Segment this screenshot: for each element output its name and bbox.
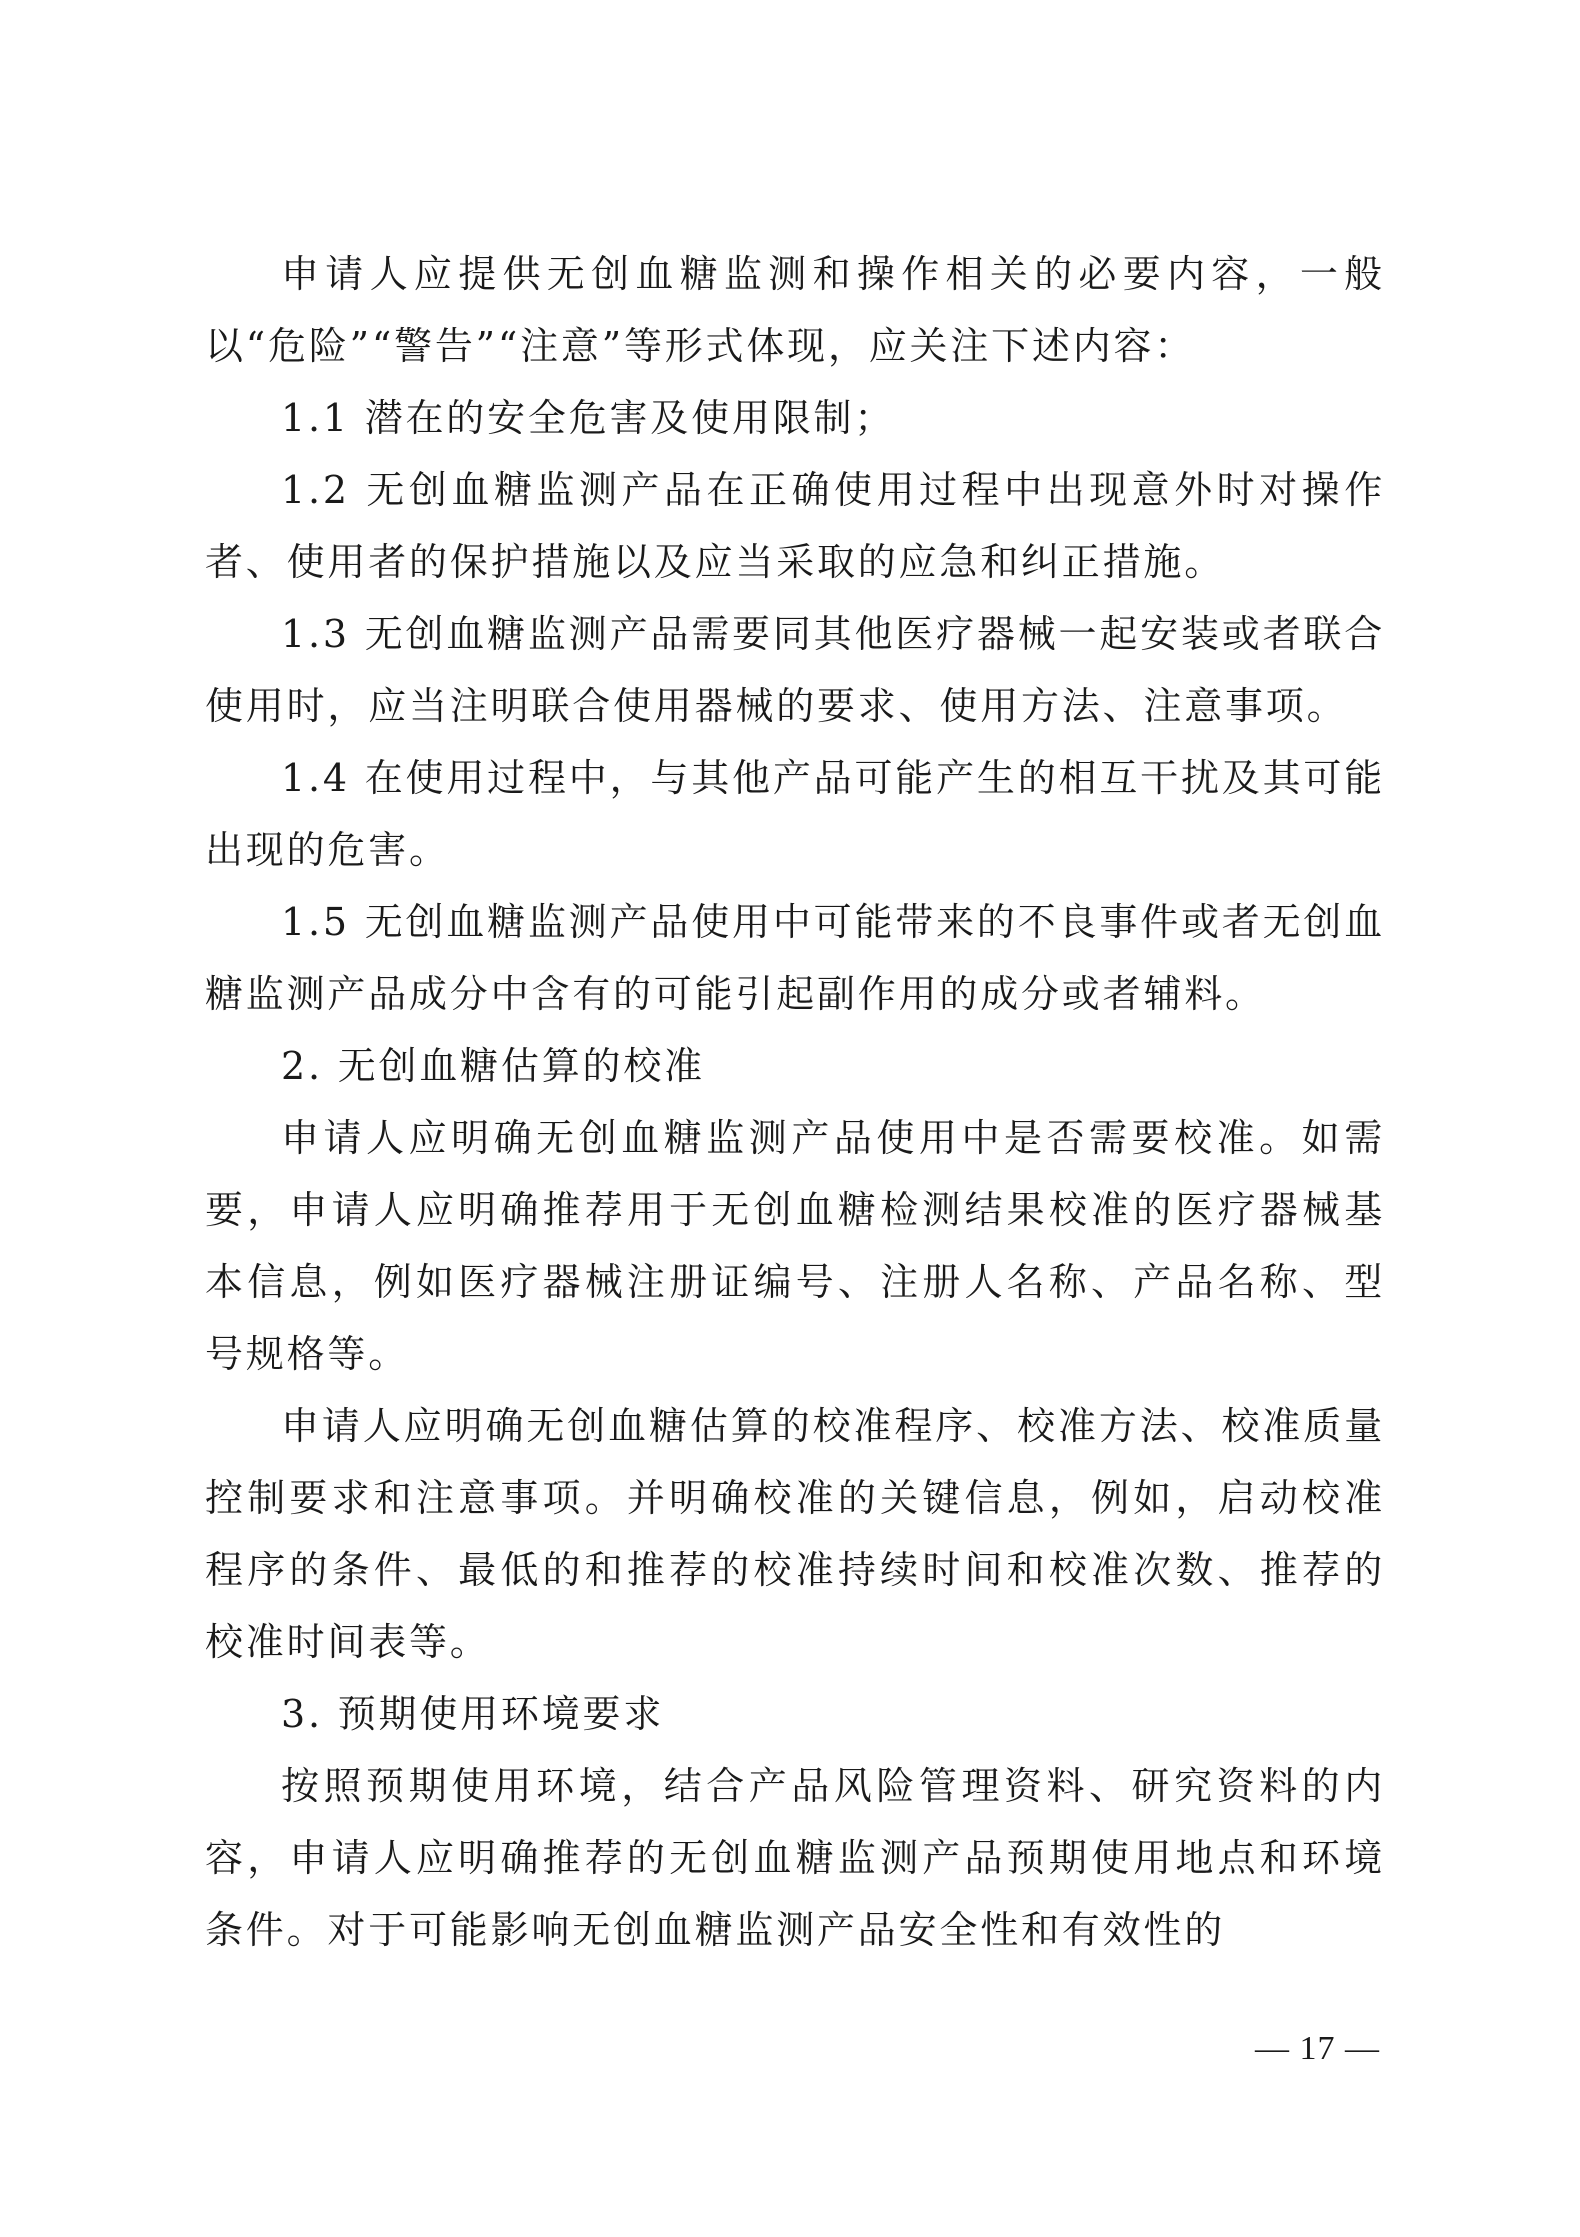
paragraph-1-4: 1.4 在使用过程中，与其他产品可能产生的相互干扰及其可能出现的危害。 [205,756,1385,872]
paragraph-1-3: 1.3 无创血糖监测产品需要同其他医疗器械一起安装或者联合使用时，应当注明联合使用器械的要求、使用方法、注意事项。 [205,612,1385,728]
paragraph-intro: 申请人应提供无创血糖监测和操作相关的必要内容，一般以“危险”“警告”“注意”等形式体现，应关注下述内容： [205,252,1385,368]
page-number: — 17 — [1255,2030,1380,2067]
paragraph-environment: 按照预期使用环境，结合产品风险管理资料、研究资料的内容，申请人应明确推荐的无创血糖监测产品预期使用地点和环境条件。对于可能影响无创血糖监测产品安全性和有效性的 [205,1764,1385,1952]
paragraph-calibration-procedure: 申请人应明确无创血糖估算的校准程序、校准方法、校准质量控制要求和注意事项。并明确校准的关键信息，例如，启动校准程序的条件、最低的和推荐的校准持续时间和校准次数、推荐的校准时间表等。 [205,1404,1385,1664]
paragraph-1-1: 1.1 潜在的安全危害及使用限制； [281,396,896,440]
paragraph-calibration-need: 申请人应明确无创血糖监测产品使用中是否需要校准。如需要，申请人应明确推荐用于无创血糖检测结果校准的医疗器械基本信息，例如医疗器械注册证编号、注册人名称、产品名称、型号规格等。 [205,1116,1385,1376]
paragraph-1-2: 1.2 无创血糖监测产品在正确使用过程中出现意外时对操作者、使用者的保护措施以及应当采取的应急和纠正措施。 [205,468,1385,584]
section-heading-environment: 3. 预期使用环境要求 [281,1692,665,1736]
document-body [205,238,1385,1966]
paragraph-1-5: 1.5 无创血糖监测产品使用中可能带来的不良事件或者无创血糖监测产品成分中含有的可能引起副作用的成分或者辅料。 [205,900,1385,1016]
section-heading-calibration: 2. 无创血糖估算的校准 [281,1044,705,1088]
